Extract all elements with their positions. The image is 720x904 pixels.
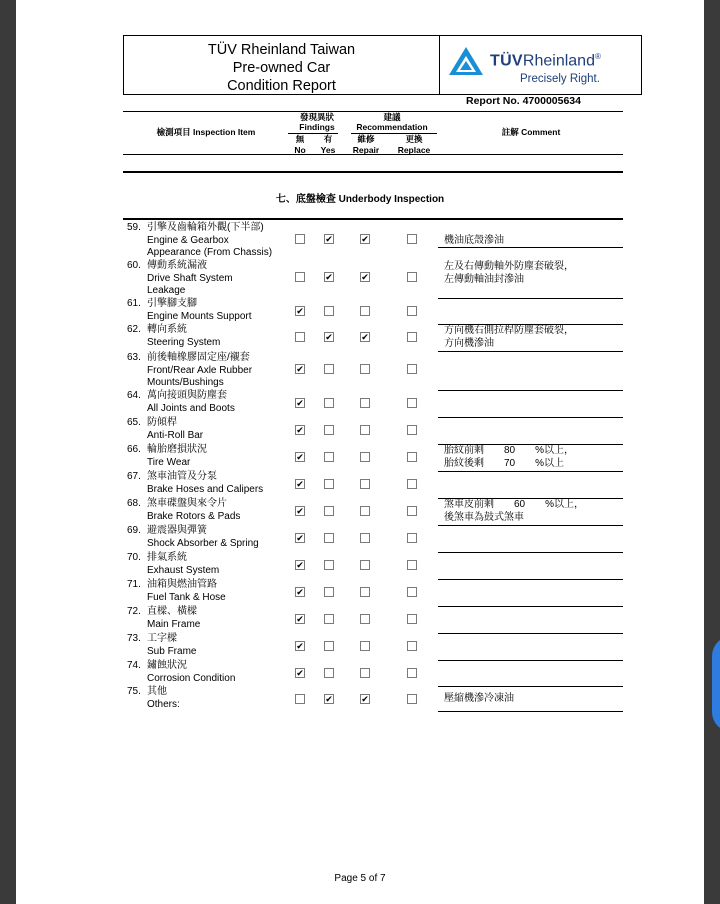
item-number: 72. xyxy=(127,606,141,617)
column-replace: 更換 Replace xyxy=(397,134,431,155)
repair-checkbox[interactable]: ✔ xyxy=(361,272,369,282)
finding-no-checkbox[interactable]: ✔ xyxy=(296,614,304,624)
comment-underline xyxy=(438,498,623,499)
comment-text: 後煞車為鼓式煞車 xyxy=(444,512,524,523)
item-name-zh: 引擎腳支腳 xyxy=(147,298,197,309)
item-name-zh: 煞車油管及分泵 xyxy=(147,471,217,482)
comment-underline xyxy=(438,444,623,445)
finding-yes-checkbox[interactable]: ✔ xyxy=(325,234,333,244)
repair-checkbox[interactable] xyxy=(360,506,370,516)
finding-no-checkbox[interactable] xyxy=(295,272,305,282)
finding-yes-checkbox[interactable] xyxy=(324,641,334,651)
repair-checkbox[interactable] xyxy=(360,364,370,374)
finding-yes-checkbox[interactable] xyxy=(324,479,334,489)
finding-no-checkbox[interactable] xyxy=(295,234,305,244)
item-number: 62. xyxy=(127,324,141,335)
item-name-en: All Joints and Boots xyxy=(147,402,235,414)
comment-underline xyxy=(438,417,623,418)
repair-checkbox[interactable] xyxy=(360,425,370,435)
finding-yes-checkbox[interactable] xyxy=(324,560,334,570)
item-number: 64. xyxy=(127,390,141,401)
comment-text: 方向機滲油 xyxy=(444,338,494,349)
finding-yes-checkbox[interactable] xyxy=(324,668,334,678)
section-title: 七、底盤檢查 Underbody Inspection xyxy=(275,194,445,205)
report-title xyxy=(124,36,440,94)
finding-no-checkbox[interactable]: ✔ xyxy=(296,641,304,651)
item-name-en: Tire Wear xyxy=(147,456,191,468)
item-name-en: Steering System xyxy=(147,336,221,348)
finding-yes-checkbox[interactable] xyxy=(324,506,334,516)
title-line-3: Condition Report xyxy=(227,78,336,94)
comment-text: 壓縮機滲冷凍油 xyxy=(444,693,514,704)
replace-checkbox[interactable] xyxy=(407,533,417,543)
item-name-zh: 排氣系統 xyxy=(147,552,187,563)
finding-no-checkbox[interactable]: ✔ xyxy=(296,533,304,543)
replace-checkbox[interactable] xyxy=(407,425,417,435)
comment-text: 左傳動軸油封滲油 xyxy=(444,274,524,285)
finding-no-checkbox[interactable] xyxy=(295,694,305,704)
comment-underline xyxy=(438,471,623,472)
item-number: 59. xyxy=(127,222,141,233)
replace-checkbox[interactable] xyxy=(407,694,417,704)
item-name-zh: 油箱與燃油管路 xyxy=(147,579,217,590)
finding-yes-checkbox[interactable] xyxy=(324,533,334,543)
replace-checkbox[interactable] xyxy=(407,234,417,244)
finding-yes-checkbox[interactable] xyxy=(324,452,334,462)
comment-text: 煞車皮前剩 60 %以上， xyxy=(444,499,585,510)
item-name-en: Brake Hoses and Calipers xyxy=(147,483,264,495)
finding-no-checkbox[interactable]: ✔ xyxy=(296,506,304,516)
comment-underline xyxy=(438,660,623,661)
item-name-en: Exhaust System xyxy=(147,564,220,576)
column-findings-en: Findings xyxy=(299,122,335,132)
finding-no-checkbox[interactable]: ✔ xyxy=(296,425,304,435)
comment-underline xyxy=(438,390,623,391)
item-name-zh: 煞車碟盤與來令片 xyxy=(147,498,227,509)
repair-checkbox[interactable] xyxy=(360,306,370,316)
repair-checkbox[interactable] xyxy=(360,560,370,570)
finding-no-checkbox[interactable] xyxy=(295,332,305,342)
replace-checkbox[interactable] xyxy=(407,479,417,489)
column-recommendation-zh: 建議 xyxy=(383,112,401,122)
comment-underline xyxy=(438,247,623,248)
title-line-2: Pre-owned Car xyxy=(232,60,331,76)
repair-checkbox[interactable]: ✔ xyxy=(361,332,369,342)
repair-checkbox[interactable] xyxy=(360,641,370,651)
replace-checkbox[interactable] xyxy=(407,668,417,678)
finding-yes-checkbox[interactable] xyxy=(324,614,334,624)
column-recommendation-en: Recommendation xyxy=(356,122,428,132)
item-number: 65. xyxy=(127,417,141,428)
finding-no-checkbox[interactable]: ✔ xyxy=(296,364,304,374)
divider xyxy=(123,218,623,220)
repair-checkbox[interactable] xyxy=(360,452,370,462)
item-name-en: Fuel Tank & Hose xyxy=(147,591,226,603)
finding-yes-checkbox[interactable] xyxy=(324,587,334,597)
column-yes: 有 Yes xyxy=(320,134,336,155)
replace-checkbox[interactable] xyxy=(407,560,417,570)
comment-underline xyxy=(438,525,623,526)
column-repair: 維修 Repair xyxy=(352,134,380,155)
item-name-en: Corrosion Condition xyxy=(147,672,236,684)
replace-checkbox[interactable] xyxy=(407,641,417,651)
item-name-en: Engine & Gearbox xyxy=(147,234,229,246)
item-name-en: Engine Mounts Support xyxy=(147,310,252,322)
column-comment: 註解 Comment xyxy=(501,127,561,137)
brand-tagline: Precisely Right. xyxy=(520,73,600,85)
item-number: 60. xyxy=(127,260,141,271)
finding-no-checkbox[interactable]: ✔ xyxy=(296,452,304,462)
item-name-zh: 鏽蝕狀況 xyxy=(147,660,187,671)
comment-text: 方向機右側拉桿防塵套破裂， xyxy=(444,325,574,336)
repair-checkbox[interactable] xyxy=(360,533,370,543)
column-no: 無 No xyxy=(294,134,306,155)
item-number: 61. xyxy=(127,298,141,309)
item-number: 63. xyxy=(127,352,141,363)
item-name-zh: 傳動系統漏液 xyxy=(147,260,207,271)
finding-no-checkbox[interactable]: ✔ xyxy=(296,668,304,678)
item-name-en: Sub Frame xyxy=(147,645,197,657)
comment-underline xyxy=(438,351,623,352)
item-number: 67. xyxy=(127,471,141,482)
comment-text: 左及右傳動軸外防塵套破裂， xyxy=(444,261,574,272)
item-name-en: Main Frame xyxy=(147,618,201,630)
finding-no-checkbox[interactable]: ✔ xyxy=(296,306,304,316)
replace-checkbox[interactable] xyxy=(407,364,417,374)
item-name-zh: 前後軸橡膠固定座/襯套 xyxy=(147,352,250,363)
item-name-en: Leakage xyxy=(147,285,186,296)
title-line-1: TÜV Rheinland Taiwan xyxy=(207,42,356,58)
finding-yes-checkbox[interactable]: ✔ xyxy=(325,694,333,704)
finding-yes-checkbox[interactable] xyxy=(324,425,334,435)
side-tab[interactable] xyxy=(712,636,720,732)
item-number: 66. xyxy=(127,444,141,455)
replace-checkbox[interactable] xyxy=(407,452,417,462)
item-number: 74. xyxy=(127,660,141,671)
item-name-en: Mounts/Bushings xyxy=(147,377,224,388)
finding-yes-checkbox[interactable] xyxy=(324,306,334,316)
item-number: 69. xyxy=(127,525,141,536)
repair-checkbox[interactable] xyxy=(360,587,370,597)
item-name-en: Brake Rotors & Pads xyxy=(147,510,241,522)
finding-yes-checkbox[interactable]: ✔ xyxy=(325,272,333,282)
repair-checkbox[interactable] xyxy=(360,398,370,408)
item-name-zh: 防傾桿 xyxy=(147,417,177,428)
repair-checkbox[interactable] xyxy=(360,614,370,624)
finding-no-checkbox[interactable]: ✔ xyxy=(296,398,304,408)
item-name-zh: 其他 xyxy=(147,686,167,697)
item-number: 68. xyxy=(127,498,141,509)
replace-checkbox[interactable] xyxy=(407,587,417,597)
page-number: Page 5 of 7 xyxy=(334,873,386,884)
tuv-logo xyxy=(440,36,641,94)
column-inspection-item: 檢測項目 Inspection Item xyxy=(156,127,256,137)
comment-underline xyxy=(438,686,623,687)
comment-underline xyxy=(438,552,623,553)
comment-underline xyxy=(438,298,623,299)
comment-underline xyxy=(438,711,623,712)
comment-underline xyxy=(438,606,623,607)
item-name-zh: 輪胎磨損狀況 xyxy=(147,444,207,455)
item-name-zh: 直樑、橫樑 xyxy=(147,606,197,617)
item-name-en: Anti-Roll Bar xyxy=(147,429,204,441)
item-name-zh: 萬向接頭與防塵套 xyxy=(147,390,227,401)
finding-no-checkbox[interactable]: ✔ xyxy=(296,587,304,597)
repair-checkbox[interactable] xyxy=(360,668,370,678)
item-name-zh: 避震器與彈簧 xyxy=(147,525,207,536)
report-page xyxy=(16,0,704,904)
item-name-en: Others: xyxy=(147,698,180,710)
item-number: 71. xyxy=(127,579,141,590)
repair-checkbox[interactable]: ✔ xyxy=(361,694,369,704)
replace-checkbox[interactable] xyxy=(407,398,417,408)
item-name-en: Appearance (From Chassis) xyxy=(147,247,273,258)
repair-checkbox[interactable]: ✔ xyxy=(361,234,369,244)
item-name-en: Shock Absorber & Spring xyxy=(147,537,259,549)
column-findings-zh: 發現異狀 xyxy=(299,112,334,122)
finding-yes-checkbox[interactable] xyxy=(324,364,334,374)
item-number: 70. xyxy=(127,552,141,563)
finding-yes-checkbox[interactable] xyxy=(324,398,334,408)
repair-checkbox[interactable] xyxy=(360,479,370,489)
comment-text: 胎紋前剩 80 %以上， xyxy=(444,445,575,456)
replace-checkbox[interactable] xyxy=(407,506,417,516)
finding-no-checkbox[interactable]: ✔ xyxy=(296,479,304,489)
brand-name: TÜVRheinland® xyxy=(490,52,601,70)
comment-underline xyxy=(438,324,623,325)
replace-checkbox[interactable] xyxy=(407,272,417,282)
finding-no-checkbox[interactable]: ✔ xyxy=(296,560,304,570)
item-number: 75. xyxy=(127,686,141,697)
report-number: Report No. 4700005634 xyxy=(466,95,581,107)
item-number: 73. xyxy=(127,633,141,644)
comment-underline xyxy=(438,579,623,580)
replace-checkbox[interactable] xyxy=(407,614,417,624)
tuv-triangle-icon xyxy=(448,46,484,76)
comment-underline xyxy=(438,633,623,634)
report-header xyxy=(123,35,642,95)
item-name-zh: 工字樑 xyxy=(147,633,177,644)
item-name-en: Front/Rear Axle Rubber xyxy=(147,364,253,376)
item-name-zh: 引擎及齒輪箱外觀(下半部) xyxy=(147,222,264,233)
replace-checkbox[interactable] xyxy=(407,306,417,316)
comment-text: 胎紋後剩 70 %以上 xyxy=(444,458,565,469)
divider xyxy=(123,171,623,173)
comment-text: 機油底殼滲油 xyxy=(444,235,504,246)
replace-checkbox[interactable] xyxy=(407,332,417,342)
item-name-en: Drive Shaft System xyxy=(147,272,233,284)
item-name-zh: 轉向系統 xyxy=(147,324,187,335)
finding-yes-checkbox[interactable]: ✔ xyxy=(325,332,333,342)
